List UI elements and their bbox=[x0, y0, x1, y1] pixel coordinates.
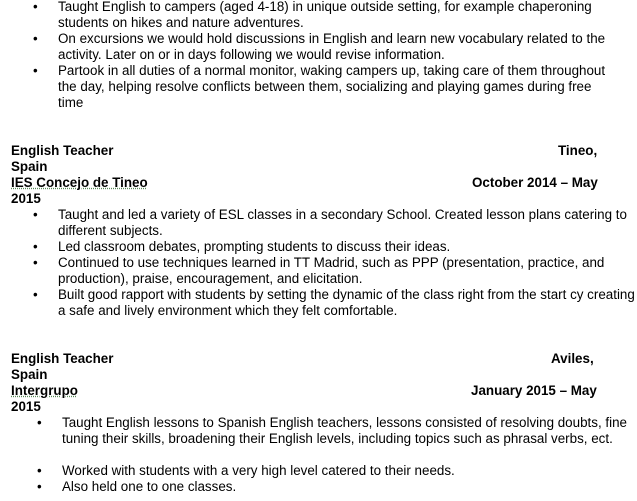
list-item-text: Worked with students with a very high level catered to their needs. bbox=[62, 463, 455, 478]
list-item bbox=[0, 0, 637, 31]
bullet-icon: • bbox=[37, 415, 42, 430]
list-item bbox=[0, 63, 637, 111]
bullet-icon: • bbox=[33, 63, 38, 78]
list-item bbox=[0, 415, 637, 463]
list-item-text: Built good rapport with students by setting the dynamic of the class right from the start cy creating a safe and lively environment which they felt comfortable. bbox=[58, 287, 635, 318]
bullet-icon: • bbox=[33, 287, 38, 302]
bullet-icon: • bbox=[37, 463, 42, 478]
job-city: Tineo, bbox=[558, 143, 598, 158]
job-dates: October 2014 – May bbox=[472, 175, 598, 190]
list-item bbox=[0, 31, 637, 63]
bullet-icon: • bbox=[33, 239, 38, 254]
list-item bbox=[0, 479, 637, 495]
job-country: Spain bbox=[11, 367, 48, 382]
job-bullet-list-tineo bbox=[0, 207, 637, 319]
job-title: English Teacher bbox=[11, 143, 114, 158]
list-item-text: Partook in all duties of a normal monitor, waking campers up, taking care of them throughout the day, helping resolve conflicts between them, socializing and playing games during free time bbox=[58, 63, 606, 110]
job-title: English Teacher bbox=[11, 351, 114, 366]
intro-bullet-list bbox=[0, 0, 637, 112]
list-item-text: Taught English to campers (aged 4-18) in unique outside setting, for example chaperoning students on hikes and nature adventures. bbox=[58, 0, 592, 30]
bullet-icon: • bbox=[33, 31, 38, 46]
list-item-text: Taught English lessons to Spanish English teachers, lessons consisted of resolving doubts, fine tuning their skills, broadening their English levels, including topics such as phrasal verbs, ect. bbox=[62, 415, 627, 446]
bullet-icon: • bbox=[33, 0, 38, 14]
job-city: Aviles, bbox=[551, 351, 594, 366]
list-item-text: On excursions we would hold discussions in English and learn new vocabulary related to the activity. Later on or in days following we would revise information. bbox=[58, 31, 606, 62]
job-employer: IES Concejo de Tineo bbox=[11, 175, 148, 190]
job-dates-year: 2015 bbox=[11, 399, 41, 414]
job-country: Spain bbox=[11, 159, 48, 174]
list-item bbox=[0, 287, 637, 319]
bullet-icon: • bbox=[33, 255, 38, 270]
job-dates: January 2015 – May bbox=[471, 383, 597, 398]
list-item bbox=[0, 463, 637, 479]
list-item bbox=[0, 207, 637, 239]
list-item-text: Led classroom debates, prompting students to discuss their ideas. bbox=[58, 239, 451, 254]
job-employer: Intergrupo bbox=[11, 383, 78, 398]
job-dates-year: 2015 bbox=[11, 191, 41, 206]
list-item-text: Also held one to one classes. bbox=[62, 479, 237, 494]
bullet-icon: • bbox=[33, 207, 38, 222]
job-bullet-list-aviles bbox=[0, 415, 637, 495]
list-item-text: Taught and led a variety of ESL classes in a secondary School. Created lesson plans catering to different subjects. bbox=[58, 207, 627, 238]
list-item bbox=[0, 255, 637, 287]
list-item-text: Continued to use techniques learned in TT Madrid, such as PPP (presentation, practice, and production), praise, encouragement, and elicitation. bbox=[58, 255, 605, 286]
list-item bbox=[0, 239, 637, 255]
bullet-icon: • bbox=[37, 479, 42, 494]
